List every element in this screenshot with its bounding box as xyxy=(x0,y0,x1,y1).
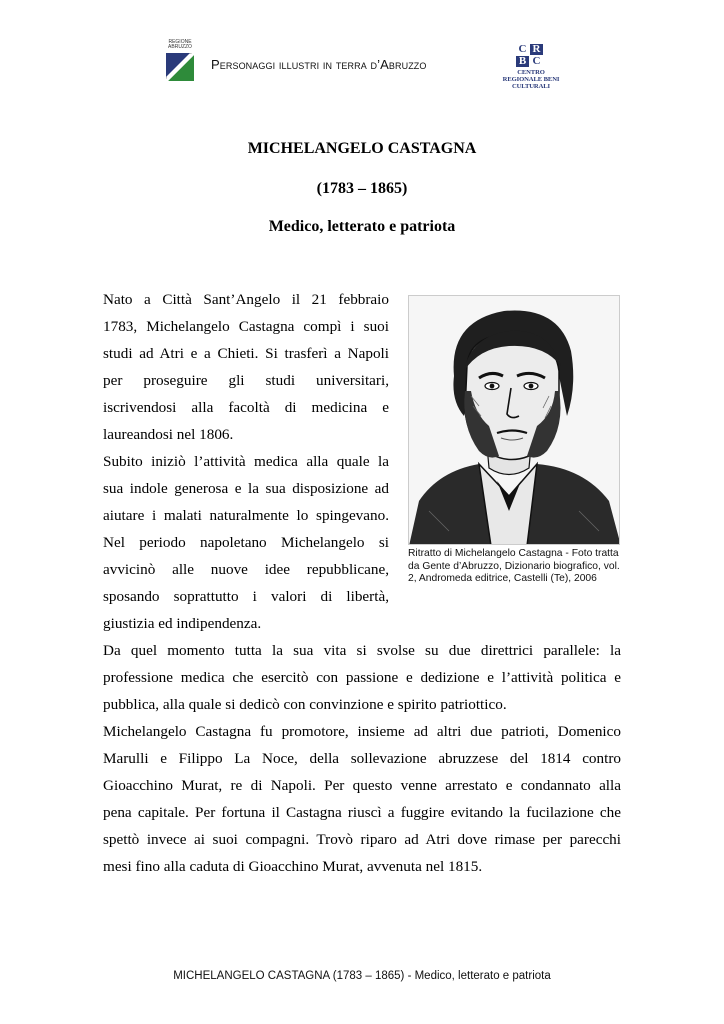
body-line: Michelangelo Castagna fu promotore, insieme ad altri due patrioti, Domenico xyxy=(103,723,621,740)
person-name-heading: MICHELANGELO CASTAGNA xyxy=(247,140,477,157)
body-line: per proseguire gli studi universitari, xyxy=(103,372,389,389)
body-line: studi ad Atri e a Chieti. Si trasferì a Napoli xyxy=(103,345,389,362)
body-line: Nel periodo napoletano Michelangelo si xyxy=(103,534,389,551)
body-line: pubblica, alla quale si dedicò con convinzione e spirito patriottico. xyxy=(103,696,507,713)
body-line: mesi fino alla caduta di Gioacchino Murat, avvenuta nel 1815. xyxy=(103,858,483,875)
body-line: Marulli e Filippo La Noce, della sollevazione abruzzese del 1814 contro xyxy=(103,750,621,767)
crbc-letter: C xyxy=(518,43,527,55)
body-paragraph-narrow xyxy=(103,286,389,610)
body-line: avvicinò alle nuove idee repubblicane, xyxy=(103,561,389,578)
regione-abruzzo-logo-text: REGIONE ABRUZZO xyxy=(168,39,192,50)
portrait-image xyxy=(408,295,620,545)
body-line: spettò invece ai suoi compagni. Trovò riparo ad Atri dove rimase per parecchi xyxy=(103,831,621,848)
crbc-logo-grid xyxy=(516,44,546,68)
body-line: giustizia ed indipendenza. xyxy=(103,615,262,632)
body-line: pena capitale. Per fortuna il Castagna riuscì a fuggire evitando la fucilazione che xyxy=(103,804,621,821)
regione-abruzzo-logo xyxy=(163,40,197,82)
body-line: Gioacchino Murat, re di Napoli. Per questo venne arrestato e condannato alla xyxy=(103,777,621,794)
regione-abruzzo-shield-icon xyxy=(166,53,194,81)
page-footer: MICHELANGELO CASTAGNA (1783 – 1865) - Medico, letterato e patriota xyxy=(173,970,551,982)
body-line: professione medica che esercitò con passione e dedizione e l’attività politica e xyxy=(103,669,621,686)
body-line: sua indole generosa e la sua disposizione ad xyxy=(103,480,389,497)
portrait-engraving-icon xyxy=(409,296,620,545)
body-line: 1783, Michelangelo Castagna compì i suoi xyxy=(103,318,389,335)
crbc-logo xyxy=(500,44,562,88)
body-paragraph-wide xyxy=(103,610,621,880)
body-line: aiutare i malati naturalmente lo spingevano. xyxy=(103,507,389,524)
person-dates-heading: (1783 – 1865) xyxy=(316,180,408,197)
body-line: Subito iniziò l’attività medica alla quale la xyxy=(103,453,389,470)
crbc-letter: R xyxy=(530,44,543,55)
page-header xyxy=(0,0,724,100)
crbc-letter: C xyxy=(532,55,541,67)
person-subtitle-heading: Medico, letterato e patriota xyxy=(268,218,456,235)
body-line: sposando soprattutto i valori di libertà, xyxy=(103,588,389,605)
crbc-letter: B xyxy=(516,56,529,67)
crbc-logo-subtitle: CENTRO REGIONALE BENI CULTURALI xyxy=(502,69,560,90)
body-line: laureandosi nel 1806. xyxy=(103,426,234,443)
body-line: iscrivendosi alla facoltà di medicina e xyxy=(103,399,389,416)
portrait-caption: Ritratto di Michelangelo Castagna - Foto tratta da Gente d’Abruzzo, Dizionario biografico, vol. 2, Andromeda editrice, Castelli (Te), 2006 xyxy=(408,548,620,584)
body-line: Da quel momento tutta la sua vita si svolse su due direttrici parallele: la xyxy=(103,642,621,659)
body-line: Nato a Città Sant’Angelo il 21 febbraio xyxy=(103,291,389,308)
header-title: Personaggi illustri in terra d’Abruzzo xyxy=(211,57,427,72)
